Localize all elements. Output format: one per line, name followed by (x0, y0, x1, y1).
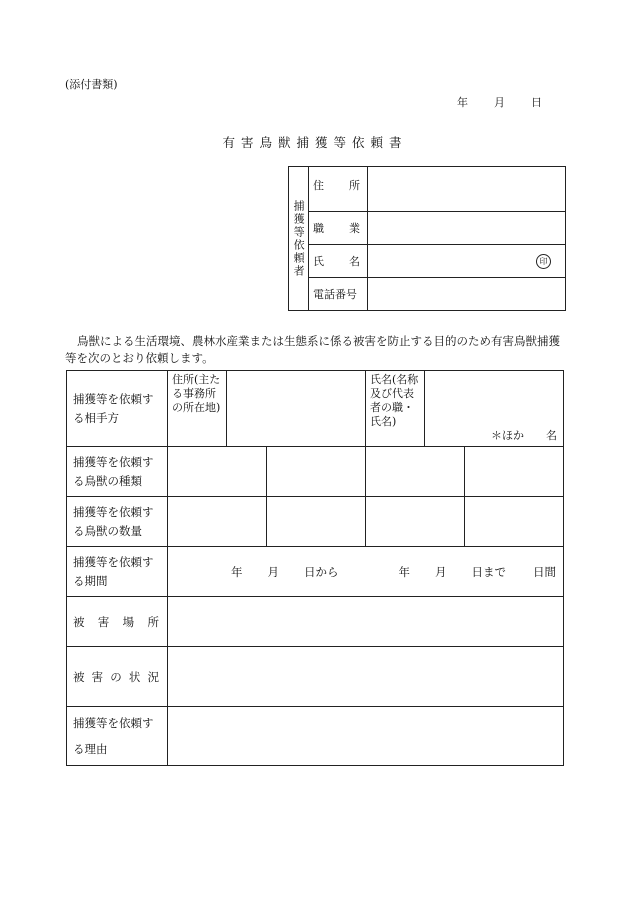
requester-phone-field[interactable] (368, 278, 566, 311)
species-field-4[interactable] (465, 447, 564, 497)
date-day: 日 (531, 96, 542, 109)
requester-name-field[interactable] (368, 245, 566, 278)
document-title: 有害鳥獣捕獲等依頼書 (222, 135, 408, 150)
damage-place-label: 被 害 場 所 (67, 597, 168, 647)
party-name-field[interactable] (425, 371, 564, 447)
requester-address-label: 住 所 (309, 167, 368, 212)
party-name-label: 氏名(名称及び代表者の職・氏名) (366, 371, 425, 447)
date-month: 月 (494, 96, 505, 109)
date-year: 年 (457, 96, 468, 109)
period-month-to: 月 (435, 564, 447, 579)
party-address-field[interactable] (227, 371, 366, 447)
requester-occupation-field[interactable] (368, 212, 566, 245)
requester-table (288, 166, 566, 311)
species-field-3[interactable] (366, 447, 465, 497)
requester-phone-label: 電話番号 (309, 278, 368, 311)
species-label: 捕獲等を依頼する鳥獣の種類 (67, 447, 168, 497)
damage-place-field[interactable] (168, 597, 564, 647)
period-month-from: 月 (267, 564, 279, 579)
party-address-label: 住所(主たる事務所の所在地) (168, 371, 227, 447)
reason-field[interactable] (168, 707, 564, 766)
seal-mark: 印 (536, 254, 551, 269)
party-label: 捕獲等を依頼する相手方 (67, 371, 168, 447)
requester-name-label: 氏 名 (309, 245, 368, 278)
period-year-from: 年 (231, 564, 243, 579)
quantity-field-2[interactable] (267, 497, 366, 547)
period-days: 日間 (533, 564, 556, 579)
damage-status-field[interactable] (168, 647, 564, 707)
period-label: 捕獲等を依頼する期間 (67, 547, 168, 597)
period-year-to: 年 (398, 564, 410, 579)
requester-address-field[interactable] (368, 167, 566, 212)
attachment-label: (添付書類) (65, 78, 118, 91)
species-field-1[interactable] (168, 447, 267, 497)
period-day-to: 日まで (471, 564, 506, 579)
damage-status-label: 被 害 の 状 況 (67, 647, 168, 707)
date-line (457, 94, 542, 110)
period-day-from: 日から (304, 564, 339, 579)
requester-occupation-label: 職 業 (309, 212, 368, 245)
party-others-count: ＊ほか 名 (491, 429, 557, 442)
period-field[interactable] (168, 547, 564, 597)
intro-paragraph: 鳥獣による生活環境、農林水産業または生態系に係る被害を防止する目的のため有害鳥獣捕獲等を次のとおり依頼します。 (65, 334, 560, 365)
request-table (66, 370, 564, 766)
quantity-field-1[interactable] (168, 497, 267, 547)
reason-label: 捕獲等を依頼する理由 (67, 707, 168, 766)
requester-group-label: 捕獲等依頼者 (289, 167, 309, 311)
quantity-label: 捕獲等を依頼する鳥獣の数量 (67, 497, 168, 547)
species-field-2[interactable] (267, 447, 366, 497)
quantity-field-3[interactable] (366, 497, 465, 547)
quantity-field-4[interactable] (465, 497, 564, 547)
